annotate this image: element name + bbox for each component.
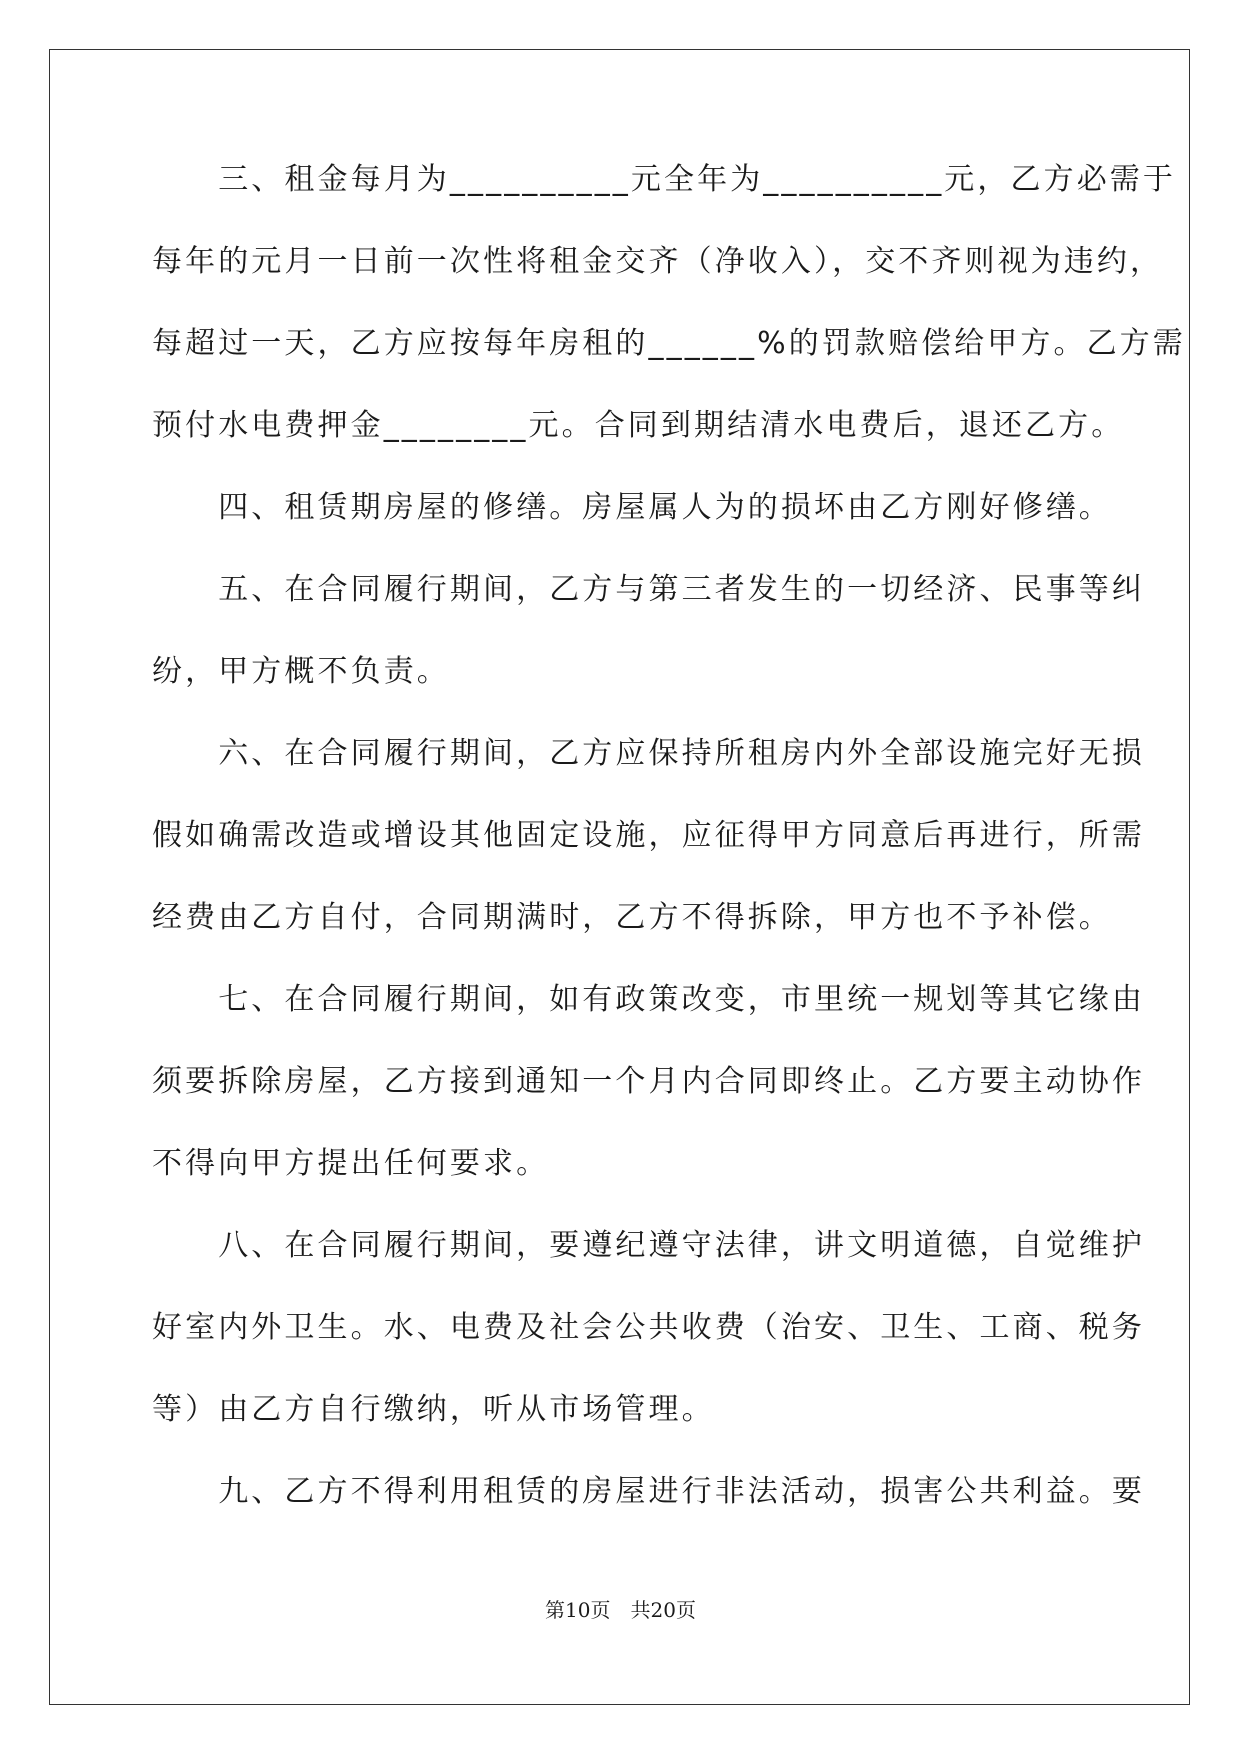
text-line: 纷，甲方概不负责。 — [152, 654, 450, 689]
text-line: 五、在合同履行期间，乙方与第三者发生的一切经济、民事等纠 — [152, 572, 1145, 607]
text-line: 四、租赁期房屋的修缮。房屋属人为的损坏由乙方刚好修缮。 — [152, 490, 1112, 525]
text-line: 七、在合同履行期间，如有政策改变，市里统一规划等其它缘由 — [152, 982, 1145, 1017]
text-line: 不得向甲方提出任何要求。 — [152, 1146, 550, 1181]
text-line: 每年的元月一日前一次性将租金交齐（净收入），交不齐则视为违约， — [152, 244, 1164, 279]
text-line: 预付水电费押金________元。合同到期结清水电费后，退还乙方。 — [152, 408, 1125, 443]
text-line: 假如确需改造或增设其他固定设施，应征得甲方同意后再进行，所需 — [152, 818, 1145, 853]
page-number: 第10页 共20页 — [545, 1598, 696, 1622]
text-line: 经费由乙方自付，合同期满时，乙方不得拆除，甲方也不予补偿。 — [152, 900, 1112, 935]
text-line: 须要拆除房屋，乙方接到通知一个月内合同即终止。乙方要主动协作 — [152, 1064, 1145, 1099]
text-line: 三、租金每月为__________元全年为__________元，乙方必需于 — [152, 162, 1176, 197]
text-line: 每超过一天，乙方应按每年房租的______%的罚款赔偿给甲方。乙方需 — [152, 326, 1186, 361]
page-footer — [0, 1596, 1241, 1624]
text-line: 好室内外卫生。水、电费及社会公共收费（治安、卫生、工商、税务 — [152, 1310, 1145, 1345]
text-line: 六、在合同履行期间，乙方应保持所租房内外全部设施完好无损 — [152, 736, 1145, 771]
text-line: 等）由乙方自行缴纳，听从市场管理。 — [152, 1392, 715, 1427]
text-line: 八、在合同履行期间，要遵纪遵守法律，讲文明道德，自觉维护 — [152, 1228, 1145, 1263]
page-border — [49, 49, 1190, 1705]
text-line: 九、乙方不得利用租赁的房屋进行非法活动，损害公共利益。要 — [152, 1474, 1145, 1509]
